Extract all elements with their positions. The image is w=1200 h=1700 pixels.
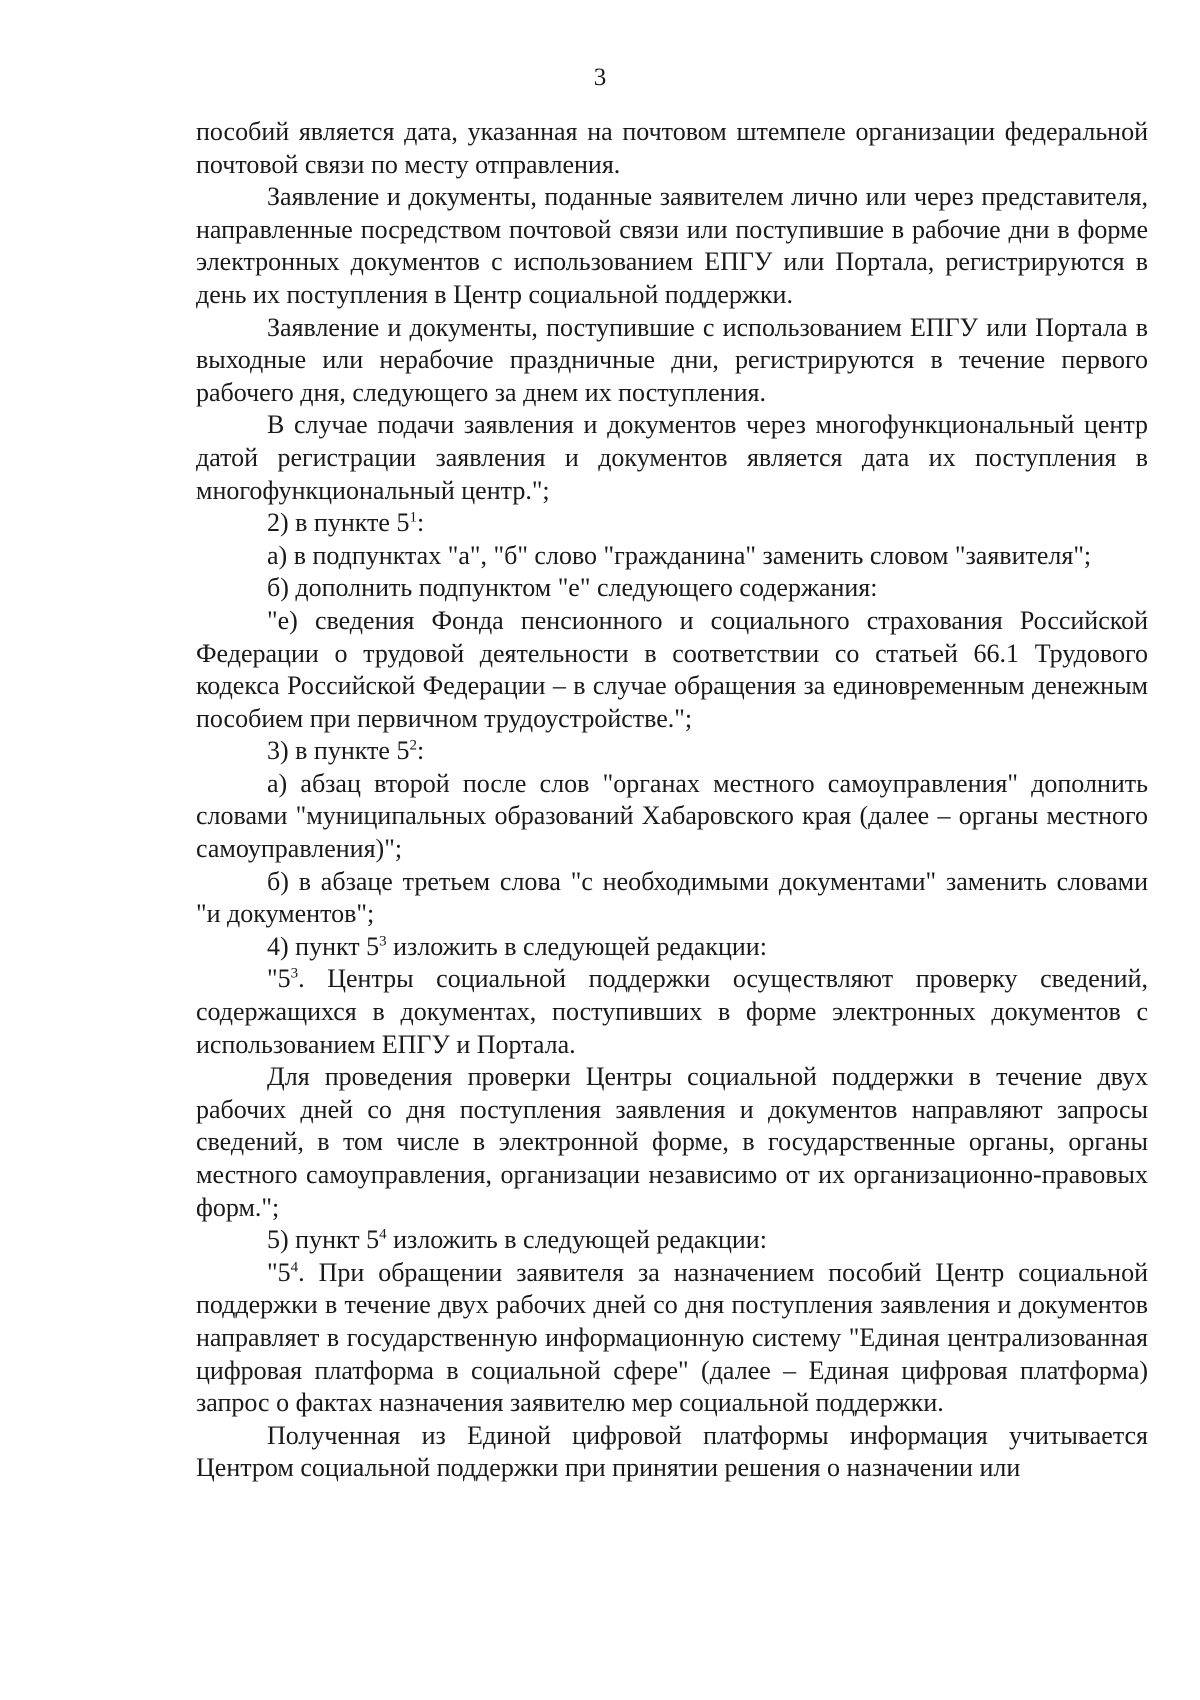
paragraph (196, 312, 1148, 410)
paragraph (196, 572, 1148, 605)
paragraph (196, 605, 1148, 735)
paragraph-text: : (416, 508, 425, 538)
paragraph (196, 866, 1148, 931)
paragraph-text: Заявление и документы, поступившие с использованием ЕПГУ или Портала в выходные или нерабочие праздничные дни, регистрируются в течение первого рабочего дня, следующего за днем их поступления. (196, 312, 1148, 407)
paragraph (196, 1224, 1148, 1257)
paragraph-text: "5 (267, 964, 291, 994)
superscript-index: 4 (379, 1226, 387, 1243)
paragraph (196, 540, 1148, 573)
paragraph-text: . При обращении заявителя за назначением пособий Центр социальной поддержки в течение двух рабочих дней со дня поступления заявления и документов направляет в государственную информационную систему "Единая централизованная цифровая платформа в социальной сфере" (далее – Единая цифровая платформа) запрос о фактах назначения заявителю мер социальной поддержки. (196, 1257, 1148, 1418)
paragraph-text: а) абзац второй после слов "органах местного самоуправления" дополнить словами "муниципальных образований Хабаровского края (далее – органы местного самоуправления)"; (196, 768, 1148, 864)
paragraph (196, 181, 1148, 311)
paragraph-text: Заявление и документы, поданные заявителем лично или через представителя, направленные посредством почтовой связи или поступившие в рабочие дни в форме электронных документов с использованием ЕПГУ или Портала, регистрируются в день их поступления в Центр социальной поддержки. (196, 182, 1148, 309)
paragraph-text: б) дополнить подпунктом "е" следующего содержания: (267, 573, 878, 603)
paragraph-text: 5) пункт 5 (267, 1225, 380, 1255)
superscript-index: 2 (409, 737, 417, 754)
paragraph (196, 735, 1148, 768)
paragraph-text: В случае подачи заявления и документов через многофункциональный центр датой регистрации заявления и документов является дата их поступления в многофункциональный центр."; (196, 410, 1148, 505)
paragraph (196, 1420, 1148, 1485)
paragraph-text: 2) в пункте 5 (267, 508, 410, 538)
paragraph (196, 409, 1148, 507)
paragraph (196, 768, 1148, 866)
paragraph-text: изложить в следующей редакции: (386, 931, 767, 961)
paragraph-text: 4) пункт 5 (267, 931, 380, 961)
paragraph (196, 507, 1148, 540)
paragraph-text: изложить в следующей редакции: (386, 1225, 767, 1255)
paragraph-text: "е) сведения Фонда пенсионного и социального страхования Российской Федерации о трудовой деятельности в соответствии со статьей 66.1 Трудового кодекса Российской Федерации – в случае обращения за единовременным денежным пособием при первичном трудоустройстве."; (196, 605, 1148, 733)
paragraph-text: б) в абзаце третьем слова "с необходимыми документами" заменить словами "и документов"; (196, 866, 1148, 929)
paragraph (196, 963, 1148, 1061)
paragraph (196, 1257, 1148, 1420)
superscript-index: 3 (290, 965, 299, 982)
superscript-index: 3 (379, 933, 387, 950)
document-body (196, 116, 1148, 1485)
superscript-index: 4 (290, 1259, 299, 1276)
paragraph-text: . Центры социальной поддержки осуществляют проверку сведений, содержащихся в документах, поступивших в форме электронных документов с использованием ЕПГУ и Портала. (196, 964, 1148, 1059)
paragraph-text: Полученная из Единой цифровой платформы информация учитывается Центром социальной поддержки при принятии решения о назначении или (196, 1420, 1148, 1483)
paragraph (196, 1061, 1148, 1224)
page-number: 3 (593, 64, 607, 91)
paragraph-text: : (416, 736, 425, 766)
paragraph (196, 931, 1148, 964)
paragraph-text: 3) в пункте 5 (267, 736, 410, 766)
paragraph-text: а) в подпунктах "а", "б" слово "гражданина" заменить словом "заявителя"; (267, 540, 1092, 570)
paragraph-text: Для проведения проверки Центры социальной поддержки в течение двух рабочих дней со дня поступления заявления и документов направляют запросы сведений, в том числе в электронной форме, в государственные органы, органы местного самоуправления, организации независимо от их организационно-правовых форм."; (196, 1062, 1148, 1222)
paragraph-text: пособий является дата, указанная на почтовом штемпеле организации федеральной почтовой связи по месту отправления. (196, 117, 1148, 179)
paragraph (196, 116, 1148, 181)
superscript-index: 1 (409, 509, 417, 526)
paragraph-text: "5 (267, 1257, 291, 1287)
